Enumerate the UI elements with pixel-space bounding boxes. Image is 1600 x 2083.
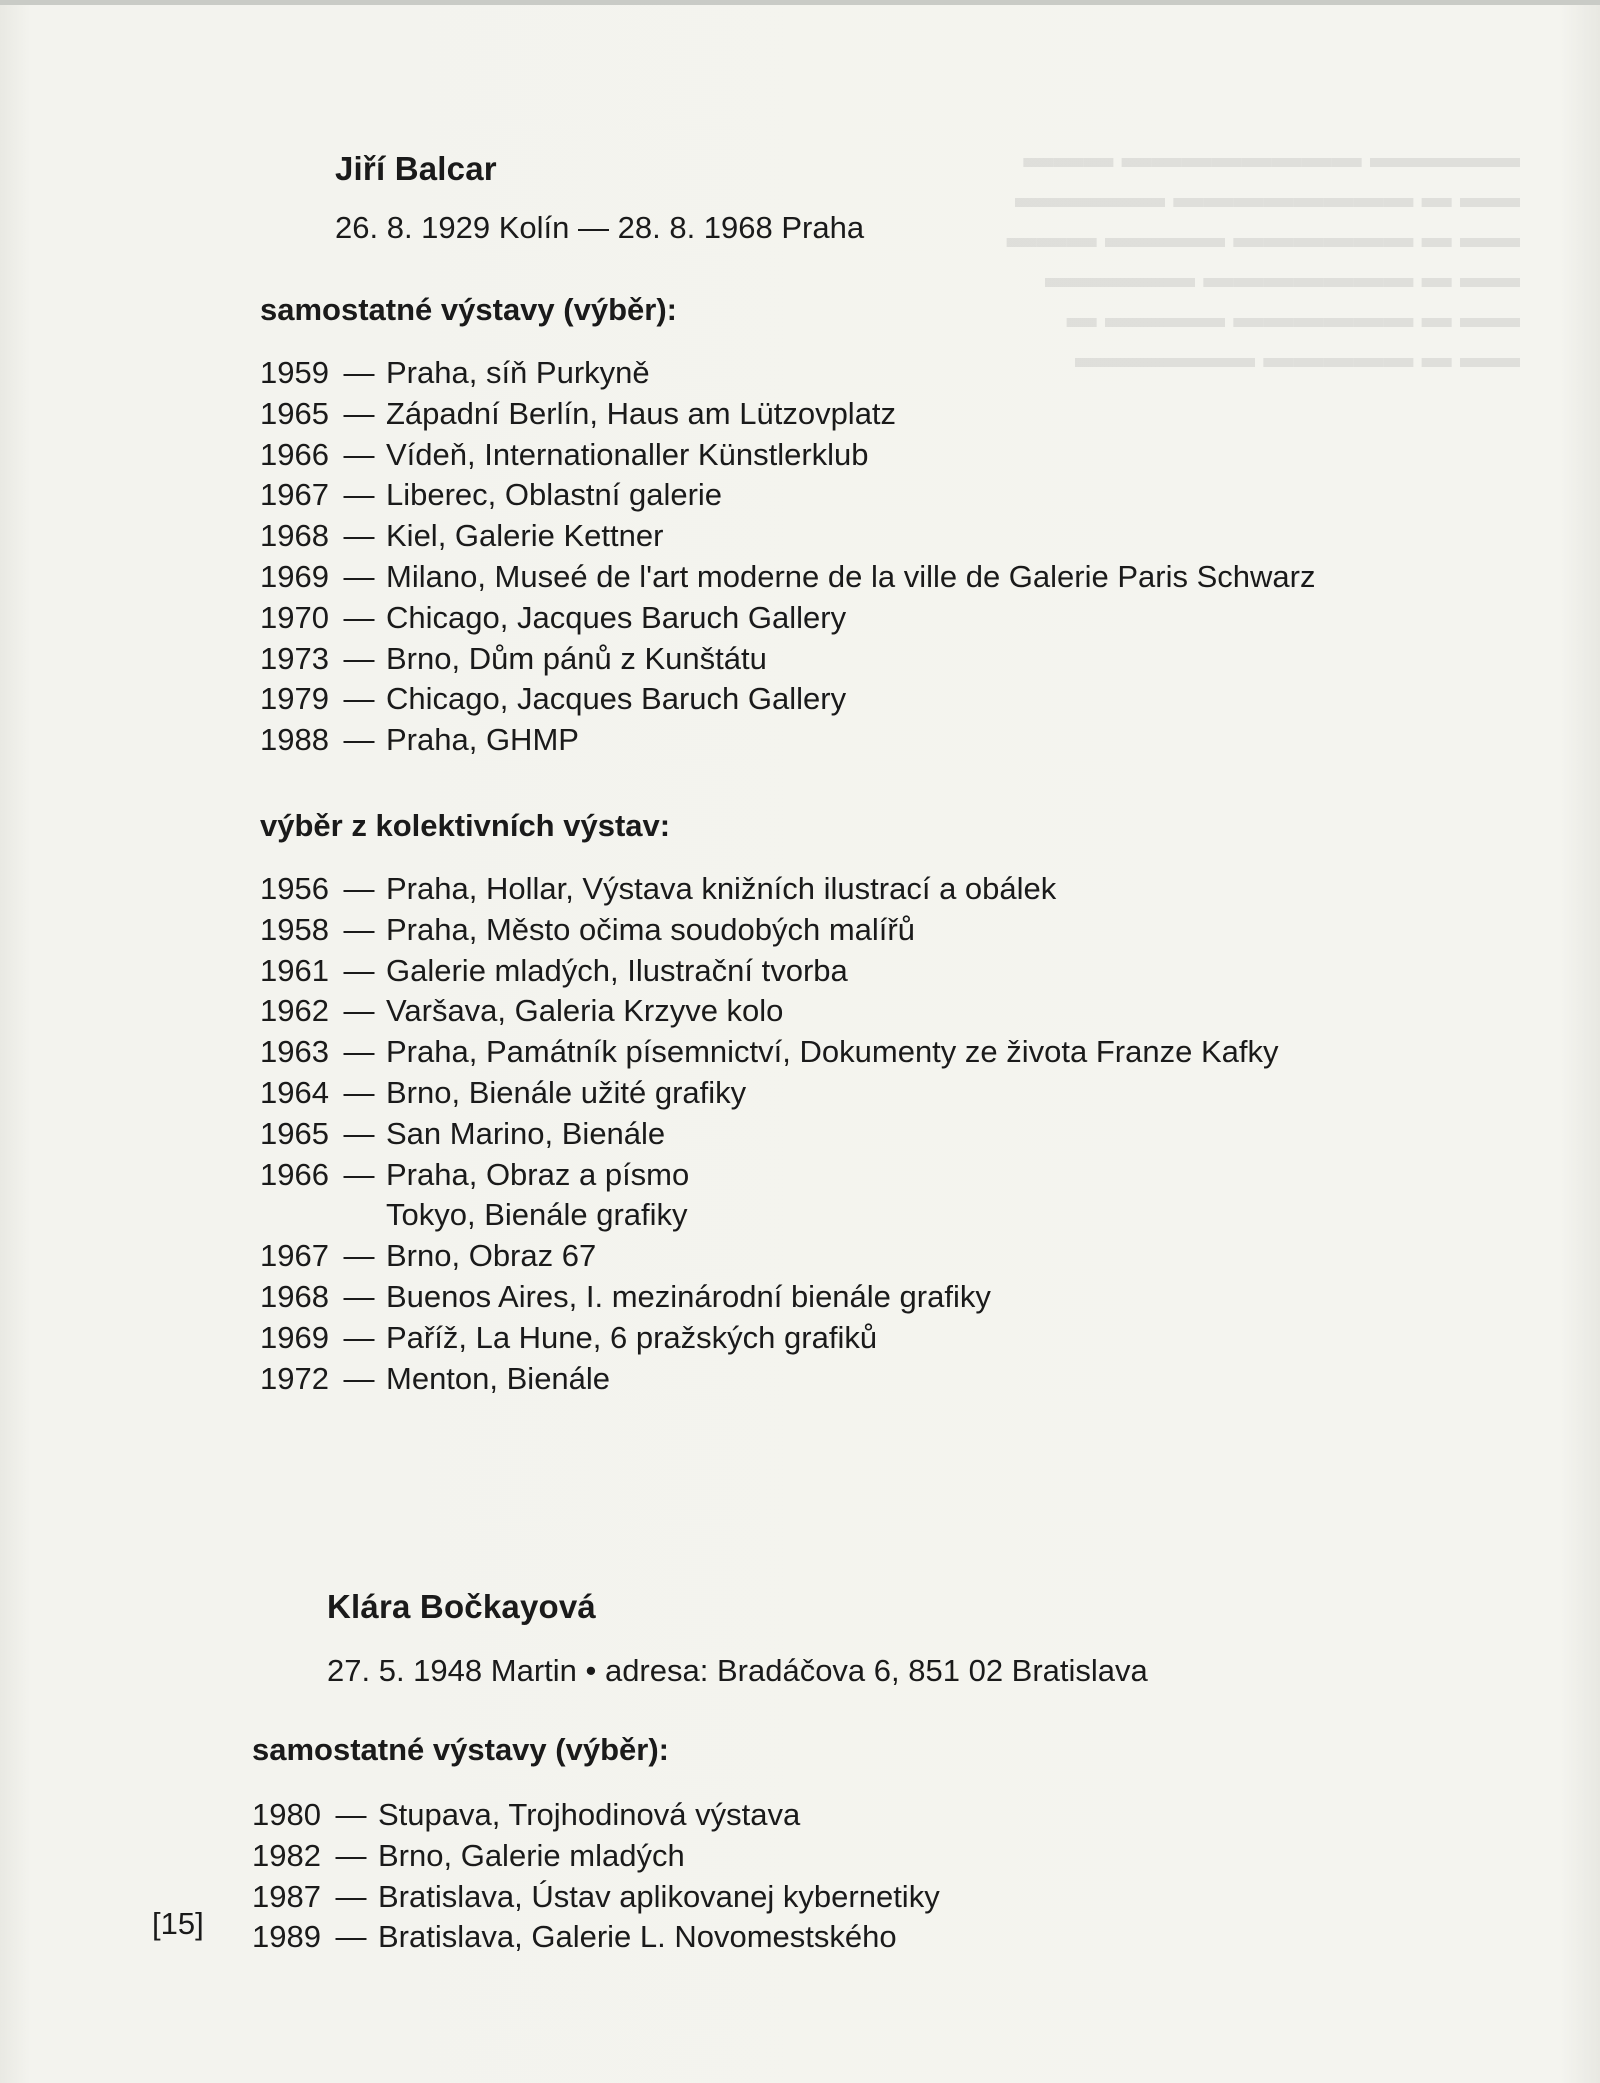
entry-text: Varšava, Galeria Krzyve kolo xyxy=(386,993,784,1029)
artist-bio xyxy=(335,210,864,246)
dash: — xyxy=(343,518,375,554)
dash: — xyxy=(343,1156,375,1192)
year: 1970 xyxy=(260,599,329,635)
dash: — xyxy=(343,1115,375,1151)
dash: — xyxy=(343,1278,375,1314)
list-item xyxy=(260,1114,1278,1155)
list-item xyxy=(252,1917,940,1958)
year: 1968 xyxy=(260,1278,329,1314)
bleed-through-decoration: ▬▬▬▬▬ ▬▬▬▬▬▬▬▬ ▬▬▬ ▬▬ ▬ ▬▬▬▬▬▬▬▬ ▬▬▬▬▬ ▬▬ ▬ ▬▬▬▬▬▬ ▬▬▬▬ ▬▬▬ ▬▬ ▬ ▬▬▬▬▬▬▬ ▬▬▬▬▬ ▬▬ ▬ ▬▬▬▬▬▬ ▬▬▬▬ ▬ ▬▬ ▬ ▬▬▬▬▬ ▬▬▬▬▬▬ xyxy=(1006,141,1520,374)
year: 1988 xyxy=(260,722,329,758)
list-item xyxy=(260,951,1278,992)
list-item xyxy=(260,1195,1278,1236)
list-item xyxy=(260,1073,1278,1114)
dash: — xyxy=(343,911,375,947)
entry-text: San Marino, Bienále xyxy=(386,1115,666,1151)
entry-text: Praha, Památník písemnictví, Dokumenty ze života Franze Kafky xyxy=(386,1034,1279,1070)
entry-text: Menton, Bienále xyxy=(386,1360,611,1396)
list-item xyxy=(260,1032,1278,1073)
entry-text: Chicago, Jacques Baruch Gallery xyxy=(386,681,847,717)
year: 1964 xyxy=(260,1074,329,1110)
list-item xyxy=(260,910,1278,951)
dash: — xyxy=(343,640,375,676)
solo-heading-text: samostatné výstavy (výběr): xyxy=(260,292,677,327)
entry-text: Brno, Obraz 67 xyxy=(386,1238,597,1274)
year: 1965 xyxy=(260,395,329,431)
entry-text: Stupava, Trojhodinová výstava xyxy=(378,1797,801,1832)
dash: — xyxy=(343,436,375,472)
entry-text: Praha, Město očima soudobých malířů xyxy=(386,911,915,947)
year: 1963 xyxy=(260,1034,329,1070)
year: 1968 xyxy=(260,518,329,554)
dash: — xyxy=(335,1797,367,1832)
entry-text: Galerie mladých, Ilustrační tvorba xyxy=(386,952,848,988)
year: 1973 xyxy=(260,640,329,676)
entry-text: Praha, síň Purkyně xyxy=(386,355,650,390)
dash: — xyxy=(343,1074,375,1110)
entry-text: Bratislava, Galerie L. Novomestského xyxy=(378,1919,897,1955)
dash: — xyxy=(343,477,375,513)
artist-name: Jiří Balcar xyxy=(335,150,497,187)
solo-exhibitions-list xyxy=(252,1795,940,1958)
solo-exhibitions-list xyxy=(260,353,1315,761)
year: 1966 xyxy=(260,436,329,472)
list-item xyxy=(260,720,1315,761)
dash: — xyxy=(335,1837,367,1873)
artist-bio-text: 27. 5. 1948 Martin • adresa: Bradáčova 6, 851 02 Bratislava xyxy=(327,1653,1148,1688)
page-number: [15] xyxy=(152,1906,204,1941)
dash: — xyxy=(343,1238,375,1274)
year: 1956 xyxy=(260,871,329,906)
entry-text: Liberec, Oblastní galerie xyxy=(386,477,723,513)
dash: — xyxy=(343,722,375,758)
entry-text: Buenos Aires, I. mezinárodní bienále grafiky xyxy=(386,1278,991,1314)
list-item xyxy=(252,1877,940,1918)
solo-heading-text: samostatné výstavy (výběr): xyxy=(252,1732,669,1767)
entry-text: Západní Berlín, Haus am Lützovplatz xyxy=(386,395,897,431)
group-exhibitions-list xyxy=(260,869,1278,1399)
list-item xyxy=(260,1318,1278,1359)
solo-exhibitions-heading xyxy=(252,1732,669,1768)
entry-text: Brno, Galerie mladých xyxy=(378,1837,685,1873)
year: 1967 xyxy=(260,1238,329,1274)
list-item xyxy=(260,991,1278,1032)
year: 1966 xyxy=(260,1156,329,1192)
entry-text: Chicago, Jacques Baruch Gallery xyxy=(386,599,847,635)
list-item xyxy=(252,1795,940,1836)
dash: — xyxy=(343,952,375,988)
artist-name: Klára Bočkayová xyxy=(327,1588,596,1625)
year: 1958 xyxy=(260,911,329,947)
year: 1967 xyxy=(260,477,329,513)
dash: — xyxy=(343,599,375,635)
entry-text: Vídeň, Internationaller Künstlerklub xyxy=(386,436,869,472)
dash: — xyxy=(343,1360,375,1396)
list-item xyxy=(260,435,1315,476)
year: 1961 xyxy=(260,952,329,988)
artist-bio xyxy=(327,1653,1148,1689)
entry-text: Praha, Hollar, Výstava knižních ilustrací a obálek xyxy=(386,871,1057,906)
year: 1980 xyxy=(252,1797,321,1832)
year: 1962 xyxy=(260,993,329,1029)
entry-text: Praha, GHMP xyxy=(386,722,579,758)
entry-text: Bratislava, Ústav aplikovanej kybernetiky xyxy=(378,1878,940,1914)
list-item xyxy=(260,557,1315,598)
dash: — xyxy=(343,1034,375,1070)
year: 1989 xyxy=(252,1919,321,1955)
list-item xyxy=(260,679,1315,720)
entry-text: Paříž, La Hune, 6 pražských grafiků xyxy=(386,1319,878,1355)
year: 1969 xyxy=(260,558,329,594)
year: 1959 xyxy=(260,355,329,390)
entry-text: Praha, Obraz a písmo xyxy=(386,1156,690,1192)
entry-text: Brno, Dům pánů z Kunštátu xyxy=(386,640,767,676)
dash: — xyxy=(335,1878,367,1914)
dash: — xyxy=(343,558,375,594)
list-item xyxy=(260,639,1315,680)
list-item xyxy=(260,1359,1278,1400)
group-heading-text: výběr z kolektivních výstav: xyxy=(260,808,671,843)
list-item xyxy=(260,1277,1278,1318)
dash: — xyxy=(343,395,375,431)
list-item xyxy=(260,394,1315,435)
top-edge xyxy=(0,0,1600,5)
dash: — xyxy=(343,1319,375,1355)
list-item xyxy=(260,475,1315,516)
group-exhibitions-heading xyxy=(260,808,670,844)
dash: — xyxy=(343,681,375,717)
year: 1979 xyxy=(260,681,329,717)
list-item xyxy=(252,1836,940,1877)
list-item xyxy=(260,353,1315,394)
year: 1965 xyxy=(260,1115,329,1151)
entry-text: Brno, Bienále užité grafiky xyxy=(386,1074,747,1110)
dash: — xyxy=(343,993,375,1029)
solo-exhibitions-heading xyxy=(260,292,677,328)
artist-bio-text: 26. 8. 1929 Kolín — 28. 8. 1968 Praha xyxy=(335,210,865,245)
dash: — xyxy=(343,355,375,390)
year: 1982 xyxy=(252,1837,321,1873)
entry-text: Tokyo, Bienále grafiky xyxy=(386,1197,688,1233)
list-item xyxy=(260,1155,1278,1196)
year: 1987 xyxy=(252,1878,321,1914)
list-item xyxy=(260,516,1315,557)
dash: — xyxy=(335,1919,367,1955)
dash: — xyxy=(343,871,375,906)
entry-text: Milano, Museé de l'art moderne de la ville de Galerie Paris Schwarz xyxy=(386,558,1316,594)
list-item xyxy=(260,869,1278,910)
artist-name-heading xyxy=(327,1588,596,1626)
entry-text: Kiel, Galerie Kettner xyxy=(386,518,664,554)
artist-name-heading xyxy=(335,150,497,188)
list-item xyxy=(260,598,1315,639)
year: 1969 xyxy=(260,1319,329,1355)
list-item xyxy=(260,1236,1278,1277)
year: 1972 xyxy=(260,1360,329,1396)
